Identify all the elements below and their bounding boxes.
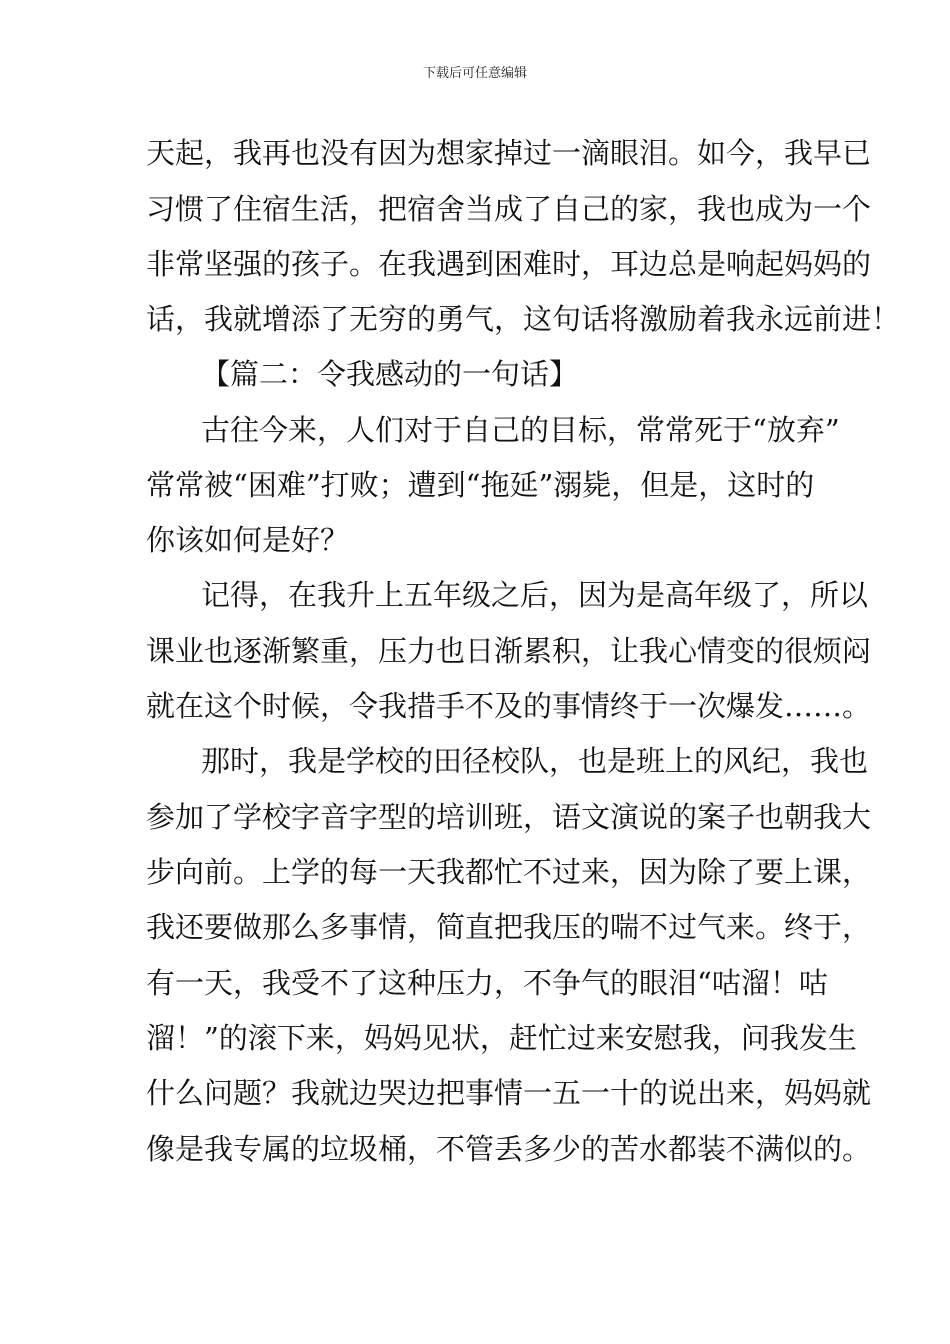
page-header: 下载后可任意编辑 — [422, 66, 527, 81]
text-line: 天起，我再也没有因为想家掉过一滴眼泪。如今，我早已 — [146, 136, 872, 170]
text-line: 课业也逐渐繁重，压力也日渐累积，让我心情变的很烦闷 — [146, 634, 872, 668]
text-line: 什么问题？我就边哭边把事情一五一十的说出来，妈妈就 — [146, 1076, 872, 1110]
text-line: 话，我就增添了无穷的勇气，这句话将激励着我永远前进！ — [146, 302, 901, 336]
text-line: 像是我专属的垃圾桶，不管丢多少的苦水都装不满似的。 — [146, 1132, 872, 1166]
text-line: 参加了学校字音字型的培训班，语文演说的案子也朝我大 — [146, 800, 872, 834]
section-heading: 【篇二：令我感动的一句话】 — [201, 357, 579, 391]
text-line: 非常坚强的孩子。在我遇到困难时，耳边总是响起妈妈的 — [146, 247, 872, 281]
text-line: 习惯了住宿生活，把宿舍当成了自己的家，我也成为一个 — [146, 192, 872, 226]
text-line: 你该如何是好？ — [146, 523, 350, 557]
text-line: 步向前。上学的每一天我都忙不过来，因为除了要上课， — [146, 855, 872, 889]
text-line: 有一天，我受不了这种压力，不争气的眼泪“咕溜！咕 — [146, 966, 828, 1000]
text-line: 古往今来，人们对于自己的目标，常常死于“放弃” — [201, 413, 840, 447]
text-line: 常常被“困难”打败；遭到“拖延”溺毙，但是，这时的 — [146, 468, 815, 502]
text-line: 溜！”的滚下来，妈妈见状，赶忙过来安慰我，问我发生 — [146, 1021, 857, 1055]
text-line: 就在这个时候，令我措手不及的事情终于一次爆发……。 — [146, 689, 872, 723]
text-line: 记得，在我升上五年级之后，因为是高年级了，所以 — [201, 578, 869, 612]
text-line: 那时，我是学校的田径校队，也是班上的风纪，我也 — [201, 744, 869, 778]
text-line: 我还要做那么多事情，简直把我压的喘不过气来。终于， — [146, 910, 872, 944]
